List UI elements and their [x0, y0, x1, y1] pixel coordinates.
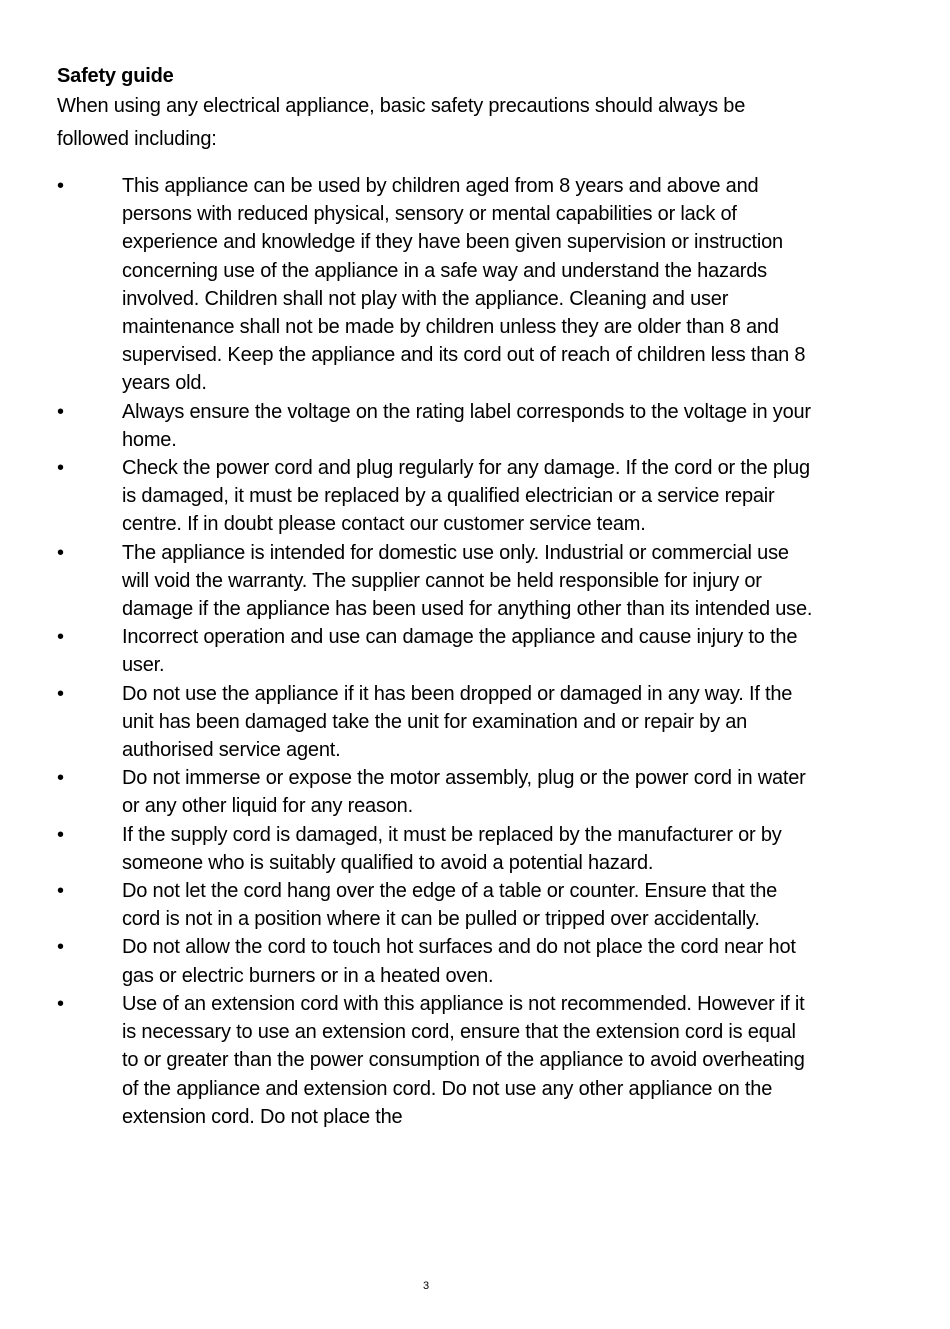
list-item [57, 454, 817, 539]
section-title: Safety guide [57, 65, 174, 87]
list-item-text: Do not allow the cord to touch hot surfaces and do not place the cord near hot gas or electric burners or in a heated oven. [122, 936, 796, 987]
list-item [57, 933, 817, 989]
bullet-icon: • [57, 457, 64, 480]
list-item-text: Incorrect operation and use can damage the appliance and cause injury to the user. [122, 626, 798, 677]
list-item-text: Do not immerse or expose the motor assembly, plug or the power cord in water or any other liquid for any reason. [122, 767, 806, 818]
bullet-icon: • [57, 936, 64, 959]
list-item-text: Do not use the appliance if it has been dropped or damaged in any way. If the unit has been damaged take the unit for examination and or repair by an authorised service agent. [122, 682, 793, 762]
list-item [57, 623, 817, 679]
bullet-icon: • [57, 880, 64, 903]
bullet-icon: • [57, 682, 64, 705]
list-item [57, 877, 817, 933]
list-item-text: Always ensure the voltage on the rating label corresponds to the voltage in your home. [122, 400, 811, 451]
bullet-icon: • [57, 823, 64, 846]
safety-list [57, 172, 817, 1131]
list-item [57, 680, 817, 765]
bullet-icon: • [57, 541, 64, 564]
list-item-text: Use of an extension cord with this appliance is not recommended. However if it is necessary to use an extension cord, ensure that the extension cord is equal to or greater than the power consumption of the appliance to avoid overheating of the appliance and extension cord. Do not use any other appliance on the extension cord. Do not place the [122, 992, 805, 1128]
list-item [57, 990, 817, 1131]
list-item [57, 821, 817, 877]
bullet-icon: • [57, 992, 64, 1015]
bullet-icon: • [57, 626, 64, 649]
list-item [57, 539, 817, 624]
list-item-text: The appliance is intended for domestic use only. Industrial or commercial use will void the warranty. The supplier cannot be held responsible for injury or damage if the appliance has been used for anything other than its intended use. [122, 541, 813, 621]
list-item-text: Do not let the cord hang over the edge of a table or counter. Ensure that the cord is not in a position where it can be pulled or tripped over accidentally. [122, 880, 778, 931]
list-item-text: If the supply cord is damaged, it must be replaced by the manufacturer or by someone who is suitably qualified to avoid a potential hazard. [122, 823, 782, 874]
bullet-icon: • [57, 767, 64, 790]
list-item [57, 172, 817, 398]
list-item-text: This appliance can be used by children aged from 8 years and above and persons with reduced physical, sensory or mental capabilities or lack of experience and knowledge if they have been given supervision or instruction concerning use of the appliance in a safe way and understand the hazards involved. Children shall not play with the appliance. Cleaning and user maintenance shall not be made by children unless they are older than 8 and supervised. Keep the appliance and its cord out of reach of children less than 8 years old. [122, 175, 806, 395]
intro-paragraph: When using any electrical appliance, basic safety precautions should always be followed including: [57, 95, 746, 150]
list-item [57, 398, 817, 454]
bullet-icon: • [57, 400, 64, 423]
document-page [57, 62, 817, 1131]
bullet-icon: • [57, 175, 64, 197]
list-item-text: Check the power cord and plug regularly for any damage. If the cord or the plug is damaged, it must be replaced by a qualified electrician or a service repair centre. If in doubt please contact our customer service team. [122, 457, 810, 536]
page-number: 3 [422, 1280, 430, 1292]
list-item [57, 764, 817, 820]
